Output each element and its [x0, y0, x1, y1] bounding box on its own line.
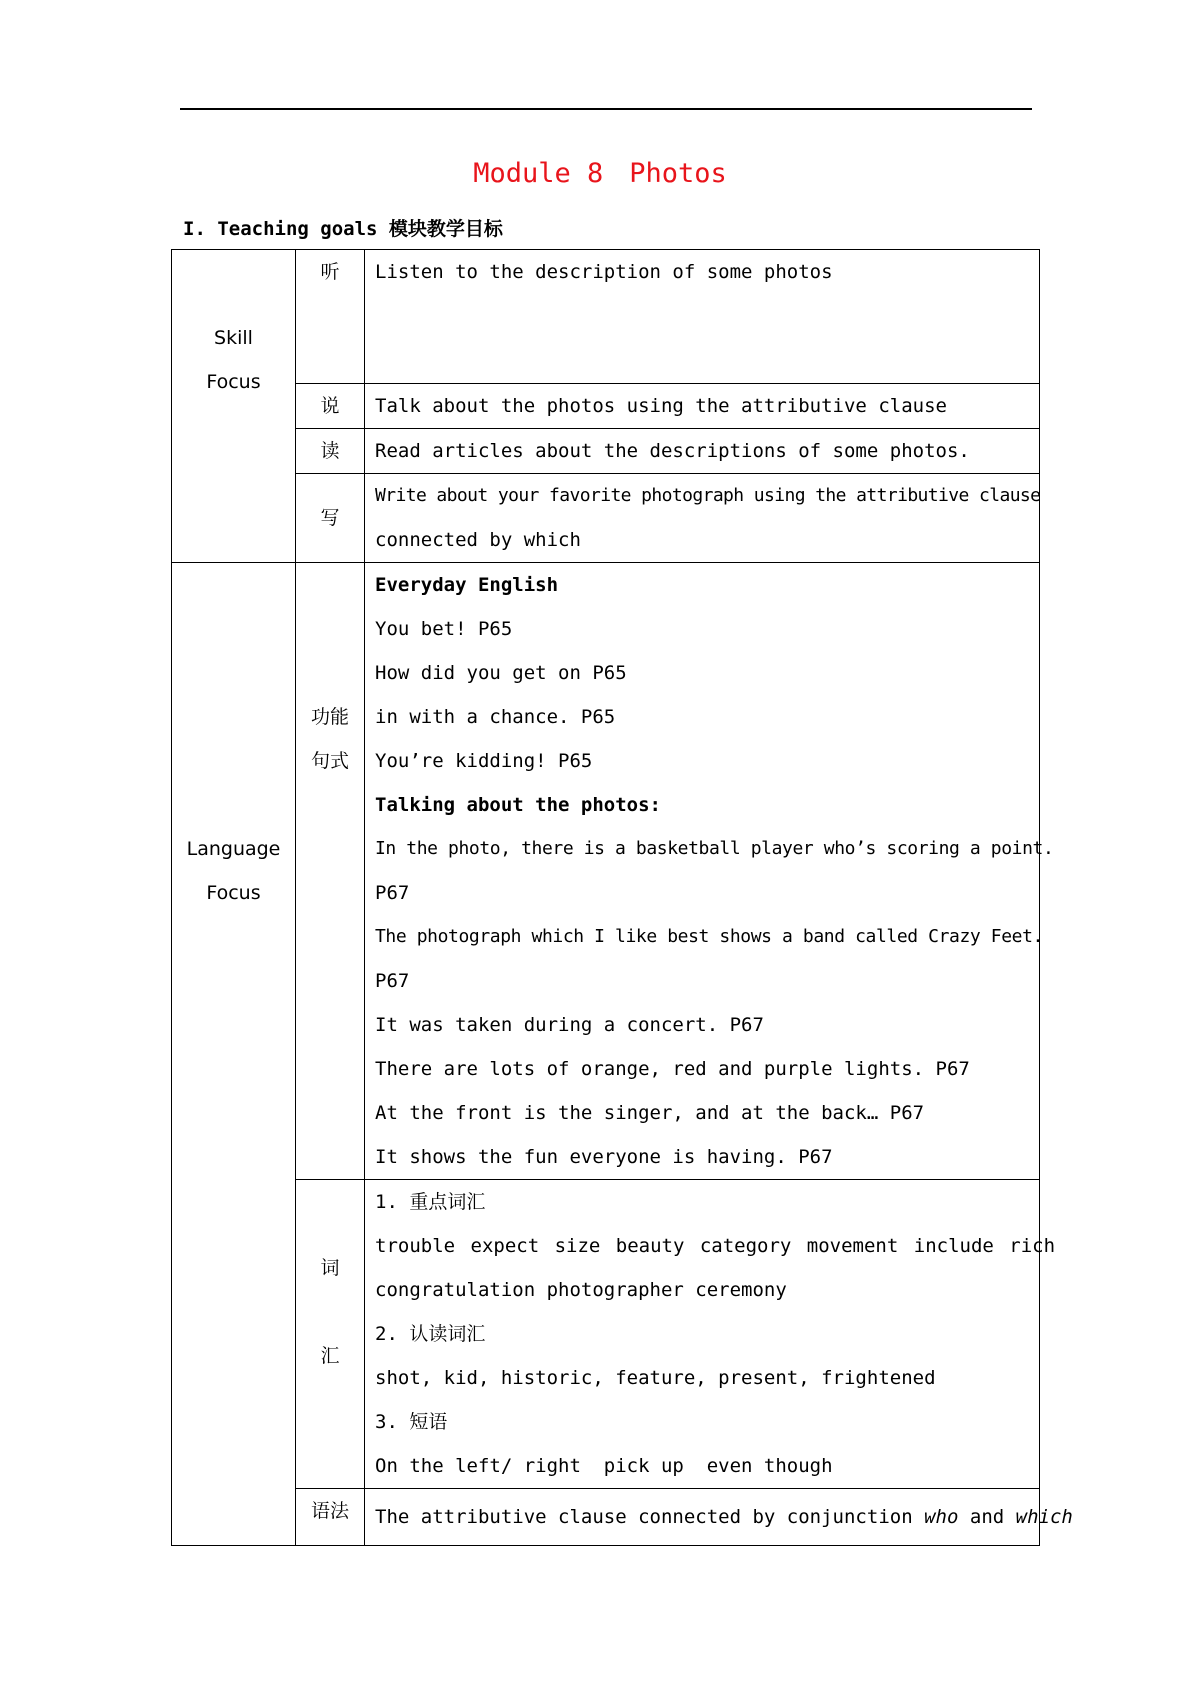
writing-label-cell [296, 474, 365, 563]
speaking-label-cell [296, 384, 365, 429]
grammar-text [375, 1495, 1073, 1539]
language-label-line2: Focus [206, 882, 261, 904]
row-vocabulary [172, 1180, 1040, 1489]
page-title [0, 158, 1200, 189]
photo-sentence: There are lots of orange, red and purple lights. P67 [375, 1058, 970, 1080]
writing-text-line2: connected by which [375, 529, 581, 551]
recognize-vocab-heading: 2. 认读词汇 [375, 1323, 486, 1345]
grammar-text-prefix: The attributive clause connected by conjunction [375, 1506, 913, 1528]
teaching-goals-table [171, 249, 1073, 1546]
key-vocab-line2: congratulation photographer ceremony [375, 1279, 787, 1301]
speaking-label: 说 [320, 395, 340, 417]
functions-content [365, 563, 1054, 1180]
key-vocab-heading: 1. 重点词汇 [375, 1191, 486, 1213]
listening-content [365, 250, 1040, 384]
writing-text-line1: Write about your favorite photograph using the attributive clause [375, 485, 1041, 506]
grammar-content [365, 1489, 1073, 1546]
function-item: in with a chance. P65 [375, 706, 616, 728]
recognize-vocab-line: shot, kid, historic, feature, present, frightened [375, 1367, 936, 1389]
function-item: How did you get on P65 [375, 662, 627, 684]
title-topic: Photos [629, 158, 727, 189]
grammar-who: who [924, 1506, 959, 1528]
photo-sentence-page: P67 [375, 970, 410, 992]
speaking-content [365, 384, 1040, 429]
grammar-label-cell [296, 1489, 365, 1546]
row-grammar [172, 1489, 1040, 1546]
photo-sentence: It shows the fun everyone is having. P67 [375, 1146, 833, 1168]
vocabulary-content [365, 1180, 1056, 1489]
photo-sentence: The photograph which I like best shows a band called Crazy Feet. [375, 926, 1043, 947]
section-heading: I. Teaching goals 模块教学目标 [183, 218, 503, 240]
vocabulary-label-cell [296, 1180, 365, 1489]
writing-content [365, 474, 1040, 563]
reading-text: Read articles about the descriptions of some photos. [375, 440, 970, 462]
grammar-label: 语法 [310, 1500, 349, 1522]
photo-sentence: At the front is the singer, and at the back… P67 [375, 1102, 925, 1124]
listening-label: 听 [320, 261, 340, 283]
function-item: You bet! P65 [375, 618, 513, 640]
header-rule [180, 108, 1032, 110]
skill-focus-label [172, 250, 296, 563]
skill-label-line2: Focus [206, 371, 261, 393]
speaking-text: Talk about the photos using the attributive clause [375, 395, 947, 417]
photo-sentence-page: P67 [375, 882, 410, 904]
photo-sentence: In the photo, there is a basketball player who’s scoring a point. [375, 838, 1054, 859]
grammar-and: and [969, 1506, 1005, 1528]
functions-label-line1: 功能 [310, 706, 349, 728]
photo-sentence: It was taken during a concert. P67 [375, 1014, 764, 1036]
phrases-heading: 3. 短语 [375, 1411, 448, 1433]
listening-label-cell [296, 250, 365, 384]
row-functions [172, 563, 1040, 1180]
functions-label-line2: 句式 [310, 750, 349, 772]
title-module: Module 8 [473, 158, 604, 189]
functions-label-cell [296, 563, 365, 1180]
function-item: You’re kidding! P65 [375, 750, 593, 772]
skill-label-line1: Skill [214, 327, 253, 349]
writing-label: 写 [320, 507, 340, 529]
vocabulary-label-line2: 汇 [320, 1345, 340, 1367]
row-listening [172, 250, 1040, 384]
vocabulary-label-line1: 词 [320, 1257, 340, 1279]
everyday-english-heading: Everyday English [375, 574, 559, 596]
reading-label: 读 [320, 440, 340, 462]
key-vocab-line1: trouble expect size beauty category movement include rich [375, 1235, 1056, 1257]
listening-text: Listen to the description of some photos [375, 261, 833, 283]
reading-content [365, 429, 1040, 474]
grammar-which: which [1015, 1506, 1073, 1528]
row-speaking [172, 384, 1040, 429]
row-writing [172, 474, 1040, 563]
language-label-line1: Language [186, 838, 281, 860]
reading-label-cell [296, 429, 365, 474]
phrases-line: On the left/ right pick up even though [375, 1455, 833, 1477]
language-focus-label [172, 563, 296, 1546]
talking-photos-heading: Talking about the photos: [375, 794, 661, 816]
row-reading [172, 429, 1040, 474]
